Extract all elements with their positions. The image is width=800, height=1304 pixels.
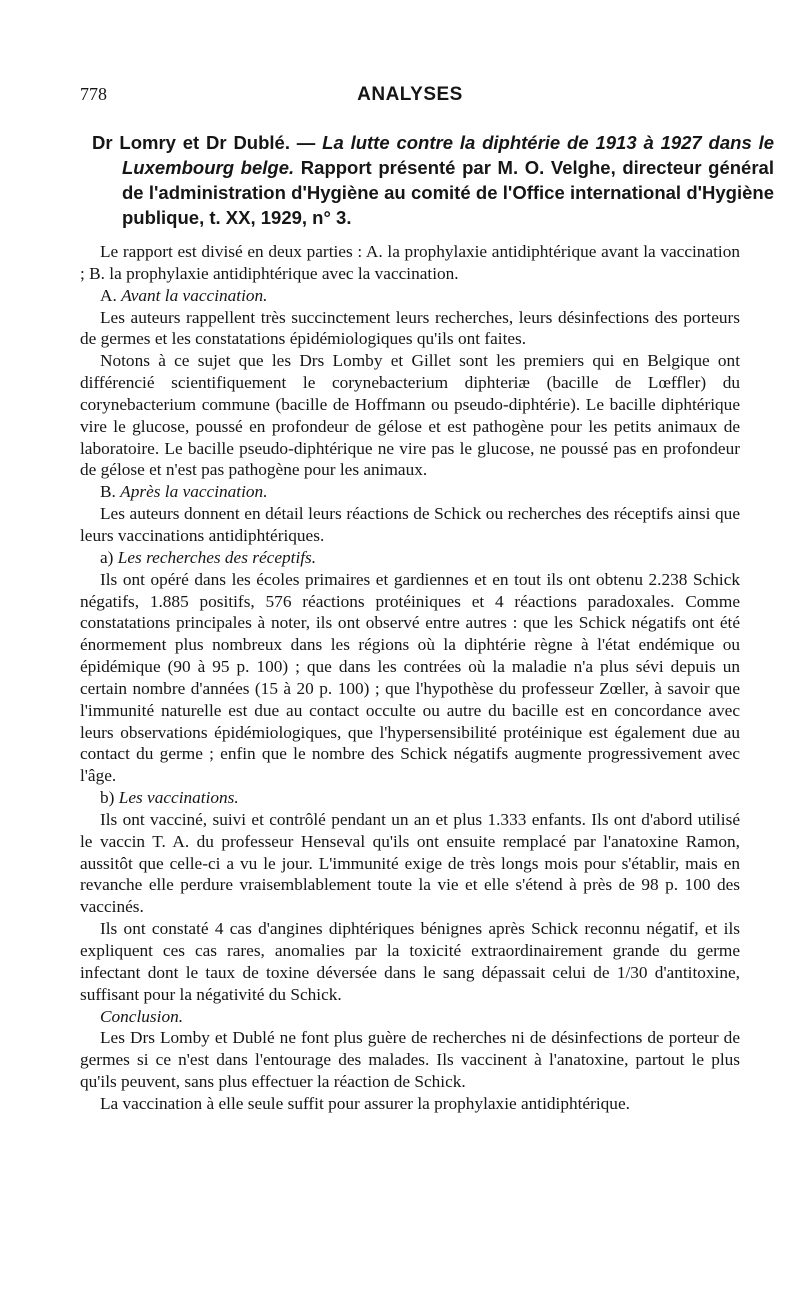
section-a-title: Avant la vaccination. — [121, 285, 268, 305]
paragraph-b1: Les auteurs donnent en détail leurs réactions de Schick ou recherches des réceptifs ainsi que leurs vaccinations antidiphtériques. — [80, 504, 740, 545]
page-number: 778 — [80, 84, 107, 104]
section-a-label: A. — [100, 285, 122, 305]
paragraph-sb2: Ils ont constaté 4 cas d'angines diphtériques bénignes après Schick reconnu négatif, et ils expliquent ces cas rares, anomalies par la toxicité extraordinairement grande du germe infectant dont le taux de toxine déversée dans le sang dépassait celui de 1/30 d'antitoxine, suffisant pour la négativité du Schick. — [80, 919, 740, 1004]
section-b-heading — [80, 481, 740, 503]
article-body — [80, 241, 740, 1115]
subsection-b-label: b) — [100, 788, 119, 808]
subsection-b-heading — [80, 787, 740, 809]
running-head: ANALYSES — [357, 84, 463, 105]
intro-paragraph: Le rapport est divisé en deux parties : A. la prophylaxie antidiphtérique avant la vaccination ; B. la prophylaxie antidiphtérique avec la vaccination. — [80, 242, 740, 283]
entry-title: La lutte contre la diphtérie de 1913 à 1927 dans le Luxembourg belge. — [122, 132, 774, 178]
section-b-title: Après la vaccination. — [120, 482, 268, 502]
entry-authors: Dr Lomry et Dr Dublé. — — [92, 132, 323, 153]
conclusion-heading: Conclusion. — [100, 1006, 184, 1026]
section-a-heading — [80, 285, 740, 307]
paragraph-sa1: Ils ont opéré dans les écoles primaires et gardiennes et en tout ils ont obtenu 2.238 Schick négatifs, 1.885 positifs, 576 réactions protéiniques et 4 réactions paradoxales. Comme constatations principales à noter, ils ont observé entre autres : que les Schick négatifs ont été énormement plus nombreux dans les régions où la diphtérie règne à l'état endémique ou épidémique (90 à 95 p. 100) ; que dans les contrées où la maladie n'a plus sévi depuis un certain nombre d'années (15 à 20 p. 100) ; que l'hypothèse du professeur Zœller, à savoir que l'immunité naturelle est due au contact occulte ou autre du bacille est en concordance avec leurs observations épidémiologiques, que l'hypersensibilité protéinique est également due au contact du germe ; enfin que le nombre des Schick négatifs augmente progressivement avec l'âge. — [80, 569, 740, 786]
page-header — [80, 84, 740, 110]
subsection-a-label: a) — [100, 547, 118, 567]
paragraph-a1: Les auteurs rappellent très succinctement leurs recherches, leurs désinfections des porteurs de germes et les constatations épidémiologiques qu'ils ont faites. — [80, 307, 740, 349]
section-b-label: B. — [100, 482, 121, 502]
paragraph-c2: La vaccination à elle seule suffit pour assurer la prophylaxie antidiphtérique. — [100, 1093, 630, 1113]
entry-citation: Rapport présenté par M. O. Velghe, directeur général de l'administration d'Hygiène au comité de l'Office international d'Hygiène publique, t. XX, 1929, n° 3. — [122, 157, 774, 228]
subsection-a-heading — [80, 547, 740, 569]
subsection-b-title: Les vaccinations. — [118, 788, 239, 808]
paragraph-a2: Notons à ce sujet que les Drs Lomby et Gillet sont les premiers qui en Belgique ont différencié scientifiquement le corynebacterium diphteriæ (bacille de Lœffler) du corynebacterium commune (bacille de Hoffmann ou pseudo-diphtérie). Le bacille diphtérique vire le glucose, poussé en profondeur de gélose et est pathogène pour les petits animaux de laboratoire. Le bacille pseudo-diphtérique ne vire pas le glucose, ne poussé pas en profondeur de gélose et n'est pas pathogène pour les animaux. — [80, 351, 740, 480]
reference-entry — [92, 130, 774, 230]
subsection-a-title: Les recherches des réceptifs. — [117, 547, 317, 567]
paragraph-c1: Les Drs Lomby et Dublé ne font plus guère de recherches ni de désinfections de porteur de germes si ce n'est dans l'entourage des malades. Ils vaccinent à l'anatoxine, partout le plus qu'ils peuvent, sans plus effectuer la réaction de Schick. — [80, 1028, 740, 1092]
paragraph-sb1: Ils ont vacciné, suivi et contrôlé pendant un an et plus 1.333 enfants. Ils ont d'abord utilisé le vaccin T. A. du professeur Henseval qu'ils ont ensuite remplacé par l'anatoxine Ramon, aussitôt que celle-ci a vu le jour. L'immunité exige de très longs mois pour s'établir, mais en revanche elle perdure vraisemblablement toute la vie et elle s'étend à près de 98 p. 100 des vaccinés. — [80, 809, 740, 917]
